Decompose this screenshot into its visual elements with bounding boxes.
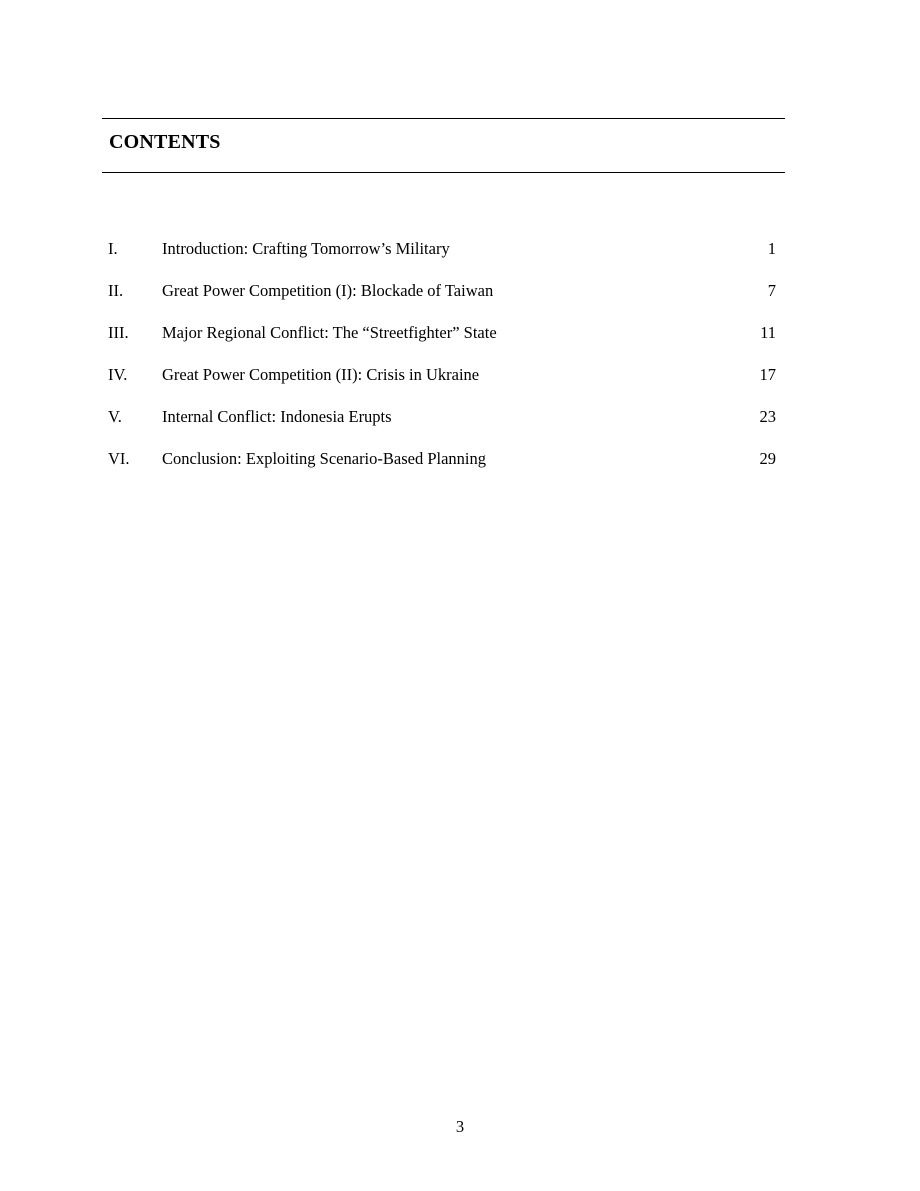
toc-entry-page: 29 — [759, 449, 776, 468]
toc-entry-number: I. — [108, 239, 118, 258]
toc-entry-5[interactable] — [108, 406, 776, 448]
toc-entry-page: 7 — [767, 281, 776, 300]
toc-entry-title: Great Power Competition (I): Blockade of Taiwan — [162, 281, 494, 300]
toc-entry-title: Major Regional Conflict: The “Streetfighter” State — [162, 323, 497, 342]
toc-entry-number: IV. — [108, 365, 128, 384]
toc-entry-page: 1 — [767, 239, 776, 258]
toc-entry-1[interactable] — [108, 238, 776, 280]
toc-entry-title: Great Power Competition (II): Crisis in Ukraine — [162, 365, 480, 384]
toc-entry-page: 17 — [759, 365, 776, 384]
table-of-contents — [108, 238, 776, 490]
toc-entry-page: 11 — [760, 323, 776, 342]
toc-entry-number: V. — [108, 407, 122, 426]
toc-entry-2[interactable] — [108, 280, 776, 322]
bottom-rule — [102, 172, 785, 173]
toc-entry-number: III. — [108, 323, 129, 342]
toc-entry-number: VI. — [108, 449, 130, 468]
contents-heading: CONTENTS — [109, 131, 221, 153]
toc-entry-6[interactable] — [108, 448, 776, 490]
toc-entry-4[interactable] — [108, 364, 776, 406]
toc-entry-page: 23 — [759, 407, 776, 426]
toc-entry-3[interactable] — [108, 322, 776, 364]
page-number: 3 — [455, 1117, 465, 1136]
toc-entry-title: Introduction: Crafting Tomorrow’s Military — [162, 239, 450, 258]
toc-entry-title: Conclusion: Exploiting Scenario-Based Planning — [162, 449, 487, 468]
toc-entry-title: Internal Conflict: Indonesia Erupts — [162, 407, 392, 426]
top-rule — [102, 118, 785, 119]
toc-entry-number: II. — [108, 281, 124, 300]
